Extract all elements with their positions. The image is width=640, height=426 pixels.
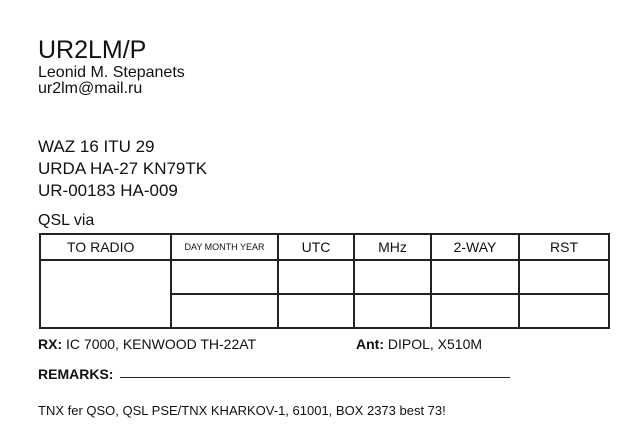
rx-equipment — [38, 336, 256, 352]
table-cell[interactable] — [519, 294, 609, 328]
table-cell[interactable] — [278, 260, 354, 294]
callsign: UR2LM/P — [38, 36, 147, 64]
table-header-row — [40, 234, 609, 260]
antenna-equipment — [356, 336, 482, 352]
qso-table — [39, 233, 610, 329]
qsl-via-label: QSL via — [38, 212, 95, 229]
to-radio-cell[interactable] — [40, 260, 171, 328]
info-waz-itu: WAZ 16 ITU 29 — [38, 137, 155, 156]
info-urda-locator: URDA HA-27 KN79TK — [38, 159, 208, 178]
operator-email: ur2lm@mail.ru — [38, 80, 143, 97]
rx-label: RX: — [38, 336, 63, 352]
col-header-to-radio: TO RADIO — [40, 234, 171, 260]
rx-value: IC 7000, KENWOOD TH-22AT — [62, 336, 257, 352]
col-header-date: DAY MONTH YEAR — [171, 234, 278, 260]
table-cell[interactable] — [171, 260, 278, 294]
col-header-rst: RST — [519, 234, 609, 260]
table-cell[interactable] — [354, 260, 431, 294]
col-header-utc: UTC — [278, 234, 354, 260]
info-award-numbers: UR-00183 HA-009 — [38, 181, 178, 200]
table-cell[interactable] — [431, 260, 519, 294]
col-header-mhz: MHz — [354, 234, 431, 260]
col-header-2way: 2-WAY — [431, 234, 519, 260]
table-cell[interactable] — [278, 294, 354, 328]
ant-label: Ant: — [356, 336, 384, 352]
table-cell[interactable] — [354, 294, 431, 328]
remarks-line[interactable] — [120, 377, 510, 378]
table-cell[interactable] — [431, 294, 519, 328]
table-cell[interactable] — [171, 294, 278, 328]
footer-text: TNX fer QSO, QSL PSE/TNX KHARKOV-1, 61001, BOX 2373 best 73! — [38, 403, 446, 418]
ant-value: DIPOL, X510M — [384, 336, 483, 352]
remarks-label: REMARKS: — [38, 366, 114, 382]
operator-name: Leonid M. Stepanets — [38, 64, 185, 81]
table-cell[interactable] — [519, 260, 609, 294]
table-row — [40, 260, 609, 294]
